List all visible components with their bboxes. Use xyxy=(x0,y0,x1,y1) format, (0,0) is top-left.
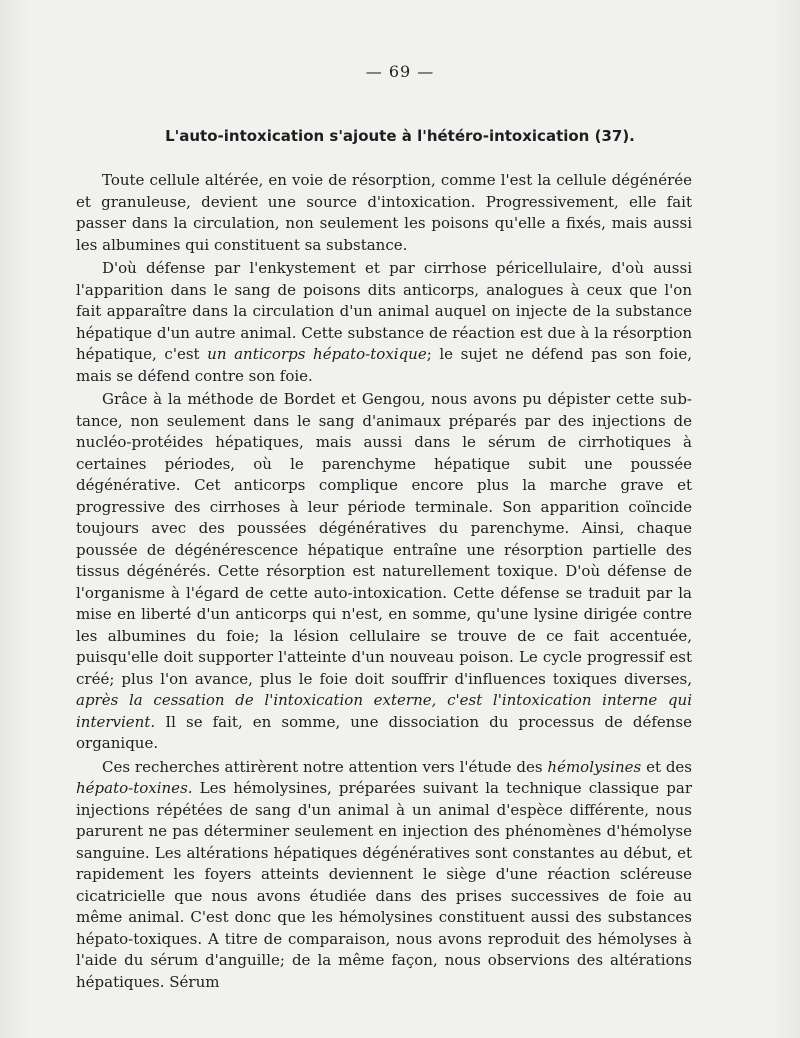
paragraph-4 xyxy=(76,757,692,994)
italic-term: hémolysines xyxy=(547,757,642,776)
text-run: D'où défense par l'enkystement et par cirrhose péricellulaire, d'où aussi l'apparition dans le sang de poisons dits anticorps, analogues à ceux que l'on fait apparaître dans la circulation d'un animal auquel on injecte de la substance hépatique d'un autre animal. Cette substance de réaction est due à la résorption hépatique, c'est xyxy=(76,259,692,363)
paragraph-1 xyxy=(76,170,692,256)
italic-term: hépato-toxines. xyxy=(76,779,193,797)
text-run: et des xyxy=(641,757,693,776)
italic-term: un anticorps hépato-toxique xyxy=(207,345,427,363)
text-run: Les hémolysines, préparées suivant la technique classique par injections répétées de sang d'un animal à un animal d'espèce différente, nous parurent ne pas déterminer seulement en injection des phénomènes d'hémolyse sanguine. Les altérations hépatiques dégénératives sont constantes au début, et rapidement les foyers atteints deviennent le siège d'une réaction scléreuse cicatricielle que nous avons étudiée dans des prises successives de foie au même animal. C'est donc que les hémolysines constituent aussi des substances hépato-toxiques. A titre de comparaison, nous avons reproduit des hémolyses à l'aide du sérum d'anguille; de la même façon, nous observions des altérations hépatiques. Sérum xyxy=(76,779,692,991)
text-run: ; le sujet ne défend pas son foie, mais se défend contre son foie. xyxy=(76,345,692,385)
paragraph-3 xyxy=(76,389,692,755)
body-text xyxy=(76,170,692,993)
text-run: Ces recherches attirèrent notre attention vers l'étude des xyxy=(102,757,548,776)
text-run: Grâce à la méthode de Bordet et Gengou, nous avons pu dépister cette subtance, non seulement dans le sang d'animaux préparés par des injections de nucléo-protéides hépatiques, mais aussi dans le sérum de cirrhotiques à certaines périodes, où le parenchyme hépatique subit une poussée dégénérative. Cet anticorps complique encore plus la marche grave et progressive des cirrhoses à leur période terminale. Son apparition coïncide toujours avec des poussées dégénératives du parenchyme. Ainsi, chaque poussée de dégénérescence hépatique entraîne une résorption partielle des tissus dégénérés. Cette résorption est naturellement toxique. D'où défense de l'organisme à l'égard de cette auto-intoxication. Cette défense se traduit par la mise en liberté d'un anticorps qui n'est, en somme, qu'une lysine dirigée contre les albumines du foie; la lésion cellulaire se trouve de ce fait accentuée, puisqu'elle doit supporter l'atteinte d'un nouveau poison. Le cycle progressif est créé; plus l'on avance, plus le foie doit souffrir d'influences toxiques diverses, xyxy=(76,390,692,688)
text-run: Toute cellule altérée, en voie de résorption, comme l'est la cellule dégénérée et granuleuse, devient une source d'intoxication. Progressivement, elle fait passer dans la circulation, non seulement les poisons qu'elle a fixés, mais aussi les albumines qui constituent sa substance. xyxy=(76,171,692,254)
italic-phrase: après la cessation de l'intoxication externe, c'est l'intoxication interne qui intervient. xyxy=(76,691,692,731)
page-number: — 69 — xyxy=(365,62,435,81)
text-run: Il se fait, en somme, une dissociation du processus de défense organique. xyxy=(76,712,692,752)
paragraph-2 xyxy=(76,258,692,387)
section-heading: L'auto-intoxication s'ajoute à l'hétéro-intoxication (37). xyxy=(165,127,635,145)
